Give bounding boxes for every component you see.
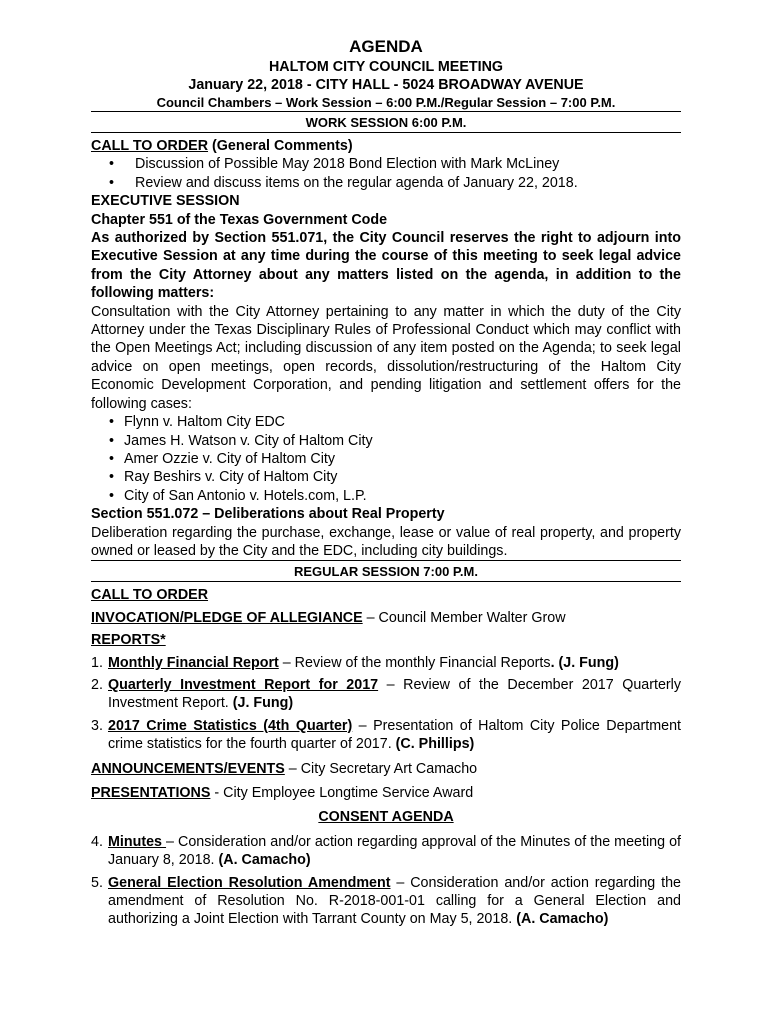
consent-item-4 xyxy=(91,833,681,870)
item-title: Monthly Financial Report xyxy=(108,654,279,671)
presentations-text: - City Employee Longtime Service Award xyxy=(210,785,474,801)
item-number: 4. xyxy=(91,833,103,850)
item-presenter: . (J. Fung) xyxy=(550,654,619,671)
pending-cases-list xyxy=(91,413,681,505)
agenda-title: AGENDA xyxy=(349,37,423,56)
work-call-to-order xyxy=(91,137,681,155)
invocation-line xyxy=(91,609,681,627)
item-text: – Consideration and/or action regarding approval of the Minutes of the meeting of January 8, 2018. xyxy=(108,833,681,869)
item-title: Minutes xyxy=(108,833,167,850)
item-text: – Presentation of Haltom City Police Department crime statistics for the fourth quarter of 2017. xyxy=(108,717,681,753)
item-title: 2017 Crime Statistics (4th Quarter) xyxy=(108,717,353,734)
announcements-line xyxy=(91,760,681,778)
consent-item-5 xyxy=(91,874,681,929)
list-item: • James H. Watson v. City of Haltom City xyxy=(91,432,681,450)
report-item-2 xyxy=(91,676,681,713)
item-text: – Review of the monthly Financial Reports xyxy=(278,654,551,671)
presentations-label: PRESENTATIONS xyxy=(91,785,211,801)
item-number: 3. xyxy=(91,717,103,734)
item-number: 1. xyxy=(91,654,103,671)
regular-call-to-order: CALL TO ORDER xyxy=(91,587,209,604)
item-title: General Election Resolution Amendment xyxy=(108,874,391,891)
presentations-line xyxy=(91,784,681,802)
item-presenter: (C. Phillips) xyxy=(395,736,475,753)
list-item: • Ray Beshirs v. City of Haltom City xyxy=(91,468,681,486)
item-number: 2. xyxy=(91,676,103,693)
chapter-heading: Chapter 551 of the Texas Government Code xyxy=(91,211,388,228)
item-title: Quarterly Investment Report for 2017 xyxy=(108,676,379,693)
announcements-label: ANNOUNCEMENTS/EVENTS xyxy=(91,760,285,777)
list-item: • City of San Antonio v. Hotels.com, L.P. xyxy=(91,487,681,505)
executive-session-heading: EXECUTIVE SESSION xyxy=(91,193,240,210)
regular-session-heading: REGULAR SESSION 7:00 P.M. xyxy=(91,560,681,582)
item-presenter: (A. Camacho) xyxy=(516,911,609,928)
consultation-paragraph: Consultation with the City Attorney pertaining to any matter in which the duty of the City Attorney under the Texas Disciplinary Rules of Professional Conduct which may conflict with the Open Meetings Act; including discussion of any item posted on the Agenda; to seek legal advice on open meetings, open records, dissolution/restructuring of the Haltom City Economic Development Corporation, and pending litigation and settlement offers for the following cases: xyxy=(91,303,681,412)
authorization-paragraph: As authorized by Section 551.071, the City Council reserves the right to adjourn into Executive Session at any time during the course of this meeting to seek legal advice from the City Attorney about any matters listed on the agenda, in addition to the following matters: xyxy=(91,230,681,302)
report-item-3 xyxy=(91,717,681,754)
meeting-name: HALTOM CITY COUNCIL MEETING xyxy=(268,59,504,75)
item-text: – Review of the December 2017 Quarterly Investment Report. xyxy=(108,676,681,712)
work-call-to-order-label: CALL TO ORDER xyxy=(91,138,209,154)
agenda-document xyxy=(91,36,681,929)
work-call-to-order-suffix: (General Comments) xyxy=(208,138,353,154)
consent-agenda-heading: CONSENT AGENDA xyxy=(318,809,454,826)
item-number: 5. xyxy=(91,874,103,891)
list-item: • Amer Ozzie v. City of Haltom City xyxy=(91,450,681,468)
item-text: – Consideration and/or action regarding the amendment of Resolution No. R-2018-001-01 calling for a General Election and authorizing a Joint Election with Tarrant County on May 5, 2018. xyxy=(108,874,681,928)
section-551-072-heading: Section 551.072 – Deliberations about Real Property xyxy=(91,506,445,523)
work-session-heading: WORK SESSION 6:00 P.M. xyxy=(91,111,681,133)
work-session-bullets xyxy=(91,155,681,192)
item-presenter: (A. Camacho) xyxy=(218,852,311,869)
invocation-label: INVOCATION/PLEDGE OF ALLEGIANCE xyxy=(91,609,363,626)
meeting-date-location: January 22, 2018 - CITY HALL - 5024 BROADWAY AVENUE xyxy=(188,77,584,93)
deliberation-paragraph: Deliberation regarding the purchase, exchange, lease or value of real property, and property owned or leased by the City and the EDC, including city buildings. xyxy=(91,524,681,559)
list-item: • Flynn v. Haltom City EDC xyxy=(91,413,681,431)
report-item-1 xyxy=(91,654,681,672)
session-times: Council Chambers – Work Session – 6:00 P.M./Regular Session – 7:00 P.M. xyxy=(156,95,616,110)
announcements-text: – City Secretary Art Camacho xyxy=(284,760,478,777)
item-presenter: (J. Fung) xyxy=(232,695,294,712)
invocation-text: – Council Member Walter Grow xyxy=(362,609,566,626)
list-item: • Discussion of Possible May 2018 Bond Election with Mark McLiney xyxy=(91,155,681,173)
reports-heading: REPORTS* xyxy=(91,632,166,649)
list-item: • Review and discuss items on the regular agenda of January 22, 2018. xyxy=(91,174,681,192)
